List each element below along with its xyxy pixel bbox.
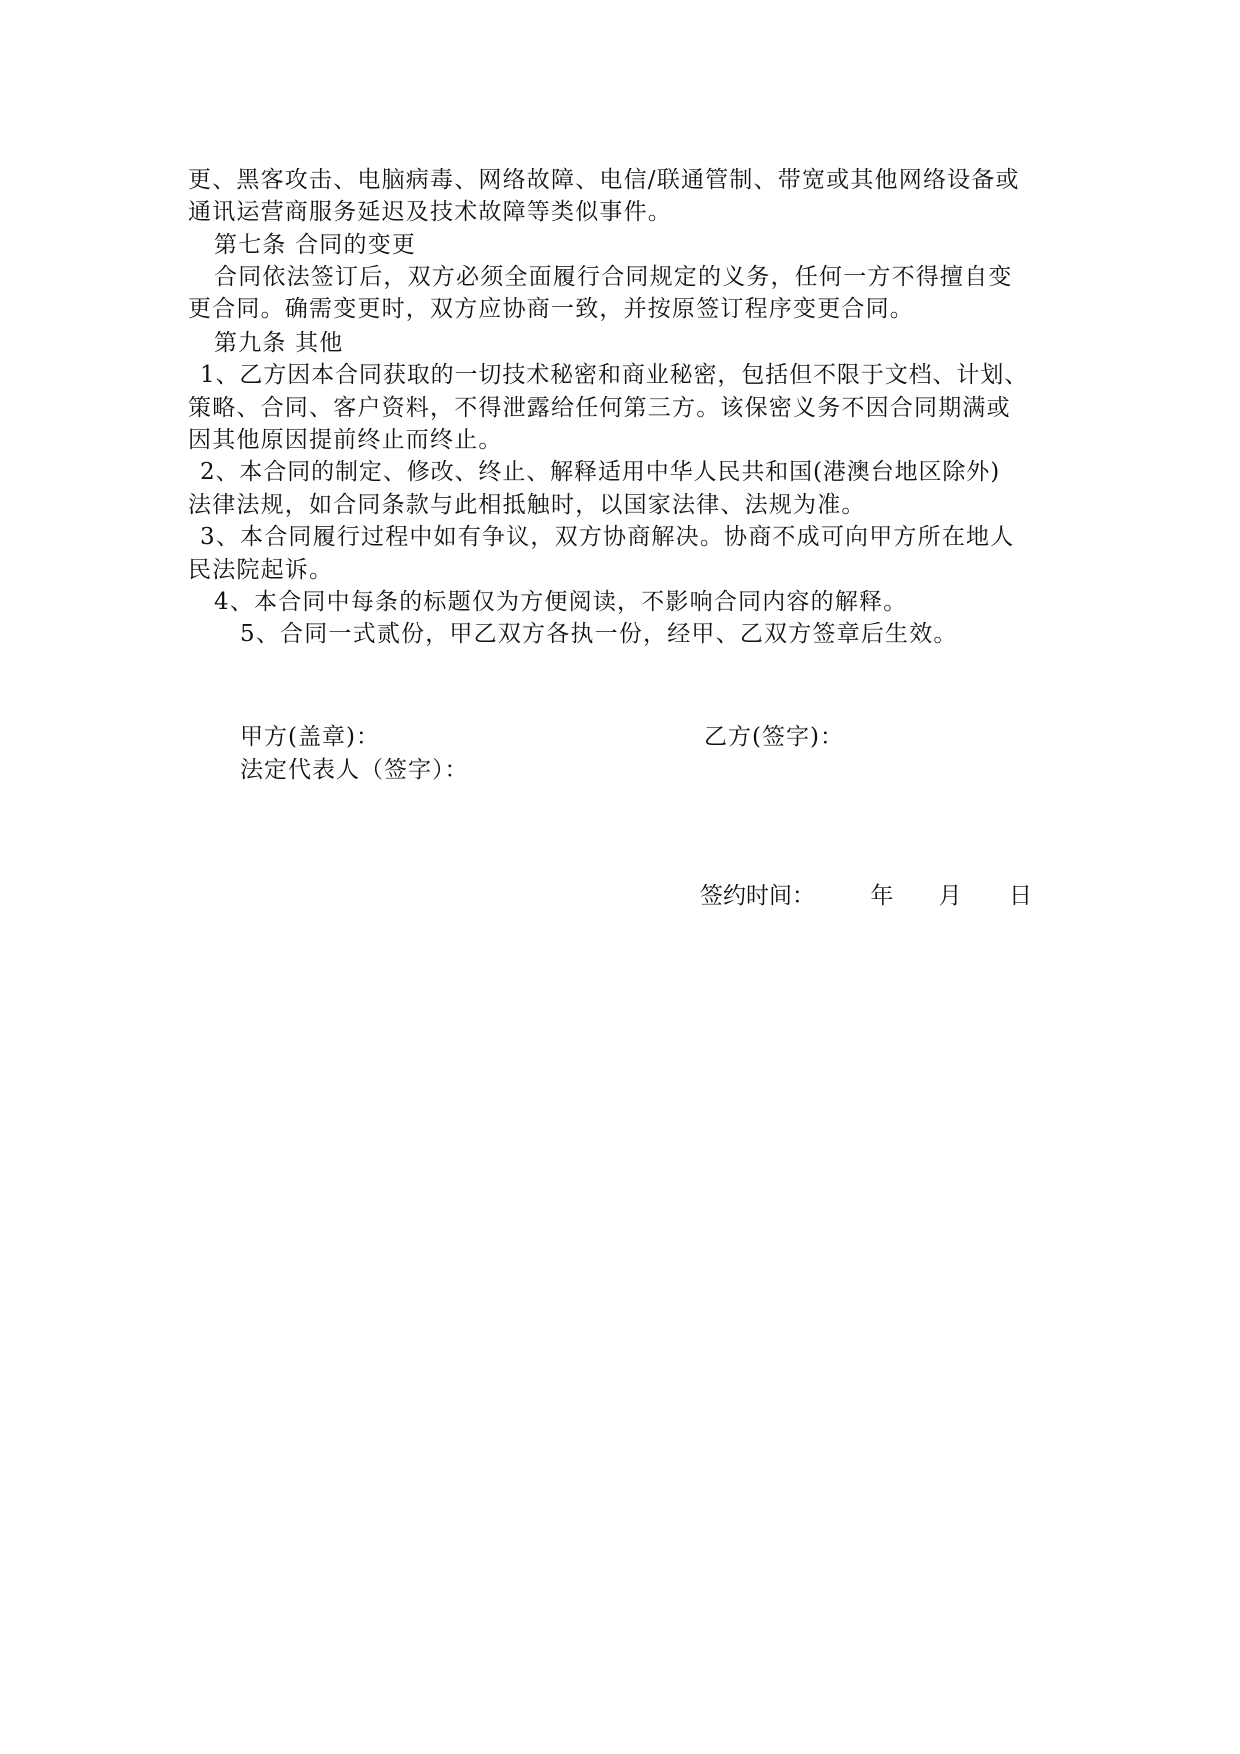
clause-3-line-2: 民法院起诉。 — [188, 557, 334, 583]
day-label: 日 — [1008, 883, 1032, 909]
signing-date-row — [700, 880, 1032, 912]
year-label: 年 — [870, 883, 894, 909]
month-label: 月 — [938, 883, 962, 909]
body-line-2: 通讯运营商服务延迟及技术故障等类似事件。 — [188, 199, 672, 225]
clause-3-line-1: 3、本合同履行过程中如有争议，双方协商解决。协商不成可向甲方所在地人 — [200, 524, 1015, 550]
clause-2-line-2: 法律法规，如合同条款与此相抵触时，以国家法律、法规为准。 — [188, 492, 866, 518]
body-line-1: 更、黑客攻击、电脑病毒、网络故障、电信/联通管制、带宽或其他网络设备或 — [188, 167, 1020, 193]
clause-2-line-1: 2、本合同的制定、修改、终止、解释适用中华人民共和国(港澳台地区除外) — [200, 459, 1001, 485]
clause-5-line: 5、合同一式贰份，甲乙双方各执一份，经甲、乙双方签章后生效。 — [240, 621, 958, 647]
body-line-5: 更合同。确需变更时，双方应协商一致，并按原签订程序变更合同。 — [188, 296, 914, 322]
clause-1-line-1: 1、乙方因本合同获取的一切技术秘密和商业秘密，包括但不限于文档、计划、 — [200, 362, 1029, 388]
legal-representative-label: 法定代表人（签字）： — [240, 757, 469, 783]
clause-4-line: 4、本合同中每条的标题仅为方便阅读，不影响合同内容的解释。 — [214, 589, 908, 615]
party-a-seal-label: 甲方(盖章)： — [240, 724, 380, 750]
signing-date-label: 签约时间： — [700, 883, 815, 909]
clause-1-line-3: 因其他原因提前终止而终止。 — [188, 427, 503, 453]
clause-1-line-2: 策略、合同、客户资料，不得泄露给任何第三方。该保密义务不因合同期满或 — [188, 395, 1011, 421]
section-heading-7: 第七条 合同的变更 — [214, 232, 417, 258]
section-heading-9: 第九条 其他 — [214, 330, 344, 356]
party-b-signature-label: 乙方(签字)： — [704, 724, 844, 750]
body-line-4: 合同依法签订后，双方必须全面履行合同规定的义务，任何一方不得擅自变 — [214, 264, 1013, 290]
